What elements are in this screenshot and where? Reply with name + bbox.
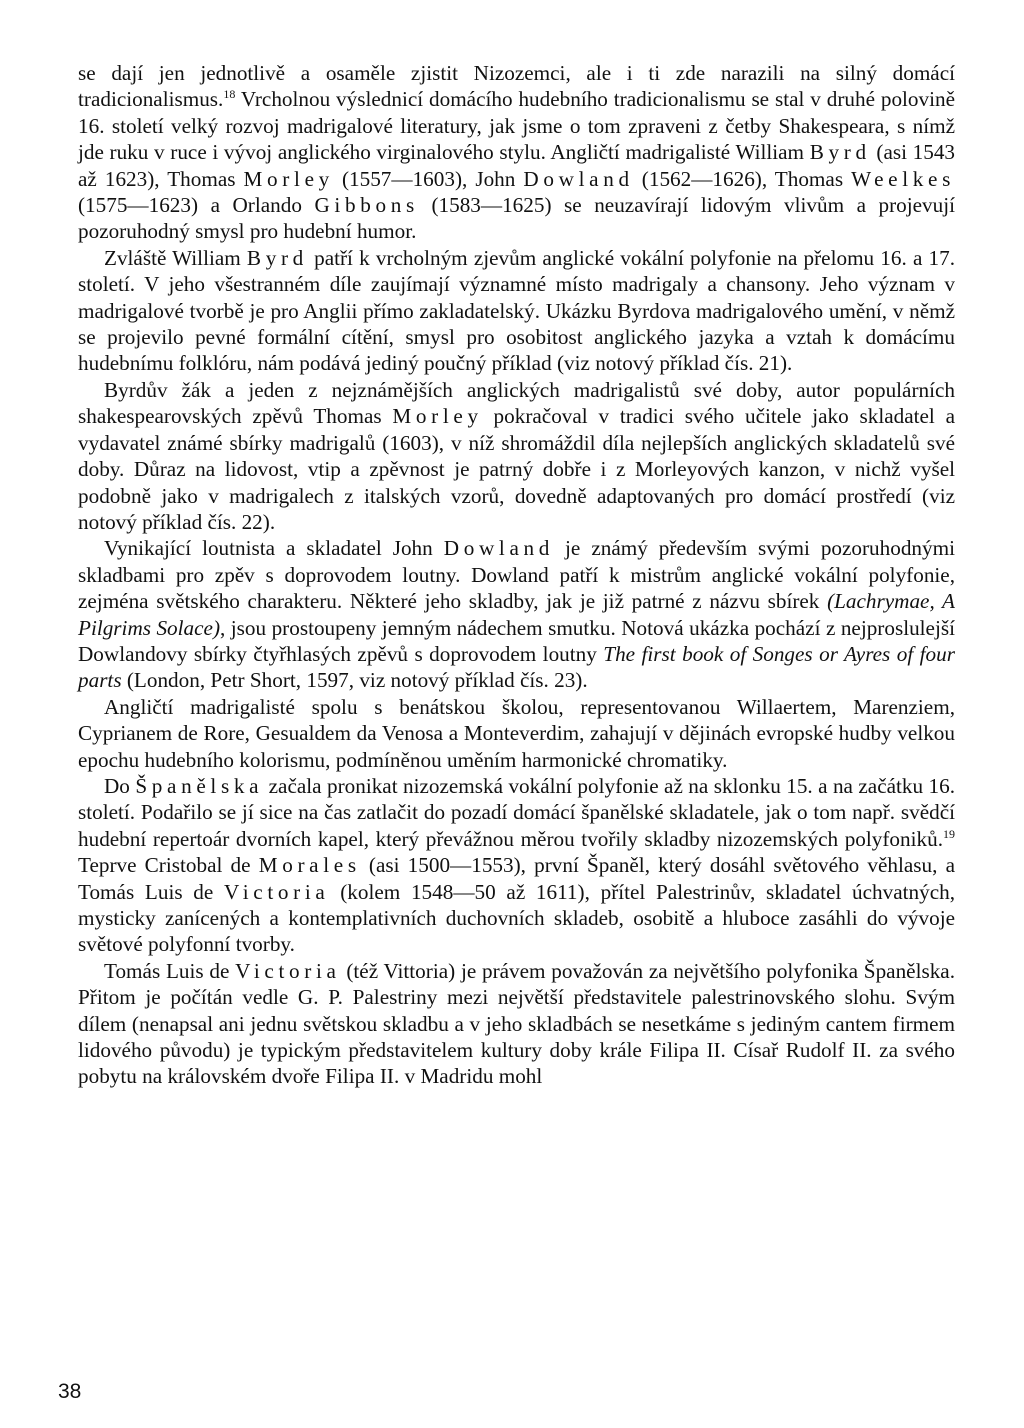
paragraph-1 (78, 60, 955, 245)
page-text (78, 60, 955, 1090)
p6-text-4: (asi 1500—1553), první Španěl, který dosáhl světového věhlasu, a Tomás Luis de (78, 853, 955, 904)
paragraph-7 (78, 958, 955, 1090)
p2-text-2: patří k vrcholným zjevům anglické vokální polyfonie na přelomu 16. a 17. století. V jeho všestranném díle zaujímají významné místo madrigaly a chansony. Jeho význam v madrigalové tvorbě je pro Anglii přímo zakladatelský. Ukázku Byrdova madrigalového umění, v němž se projevilo pevné formální cítění, smysl pro osobitost anglického jazyka a vztah k domácímu hudebnímu folklóru, nám podává jediný poučný příklad (viz notový příklad čís. 21). (78, 245, 956, 376)
p6-text-5: (kolem 1548—50 až 1611), přítel Palestrinův, skladatel úchvatných, mysticky zanícených a kontemplativních duchovních skladeb, osobitě a hluboce zasáhli do vývoje světové polyfonní tvorby. (78, 879, 955, 957)
collection-titles: (Lachrymae, A Pilgrims Solace) (78, 589, 955, 640)
p5-text-1: Angličtí madrigalisté spolu s benátskou školou, representovanou Willaertem, Marenziem, Cyprianem de Rore, Gesualdem da Venosa a Monteverdim, zahajují v dějinách evropské hudby velkou epochu hudebního kolorismu, podmíněnou uměním harmonické chromatiky. (78, 694, 955, 772)
name-victoria: Victoria (224, 879, 330, 904)
p1-text-4: (1557—1603), John (333, 166, 524, 191)
p1-text-2: Vrcholnou výslednicí domácího hudebního tradicionalismu se stal v druhé polovině 16. století velký rozvoj madrigalové literatury, jak jsme o tom zpraveni z četby Shakespeara, s nímž jde ruku v ruce i vývoj anglického virginalového stylu. Angličtí madrigalisté William (78, 87, 955, 165)
p3-text-2: pokračoval v tradici svého učitele jako skladatel a vydavatel známé sbírky madrigalů (1603), v níž shromáždil díla nejlepších anglických skladatelů své doby. Důraz na lidovost, vtip a zpěvnost je patrný dobře i z Morleyových kanzon, v nichž vyšel podobně jako v madrigalech z italských vzorů, dovedně adaptovaných pro domácí prostředí (viz notový příklad čís. 22). (78, 404, 956, 534)
p1-text-5: (1562—1626), Thomas (633, 166, 852, 191)
name-victoria: Victoria (235, 958, 341, 983)
name-weelkes: Weelkes (851, 166, 955, 191)
paragraph-6 (78, 773, 955, 958)
p4-text-1: Vynikající loutnista a skladatel John (104, 536, 444, 561)
p4-text-4: (London, Petr Short, 1597, viz notový příklad čís. 23). (121, 668, 588, 693)
p4-text-2: je známý především svými pozoruhodnými skladbami pro zpěv s doprovodem loutny. Dowland patří k mistrům anglické vokální polyfonie, zejména světského charakteru. Některé jeho skladby, jak je již patrné z názvu sbírek (78, 536, 955, 614)
p7-text-1: Tomás Luis de (104, 958, 236, 983)
footnote-ref-19: 19 (943, 826, 955, 841)
p1-text-6: (1575—1623) a Orlando (78, 193, 315, 218)
name-byrd: Byrd (809, 140, 871, 165)
p4-text-3: , jsou prostoupeny jemným nádechem smutku. Notová ukázka pochází z nejproslulejší Dowlandovy sbírky čtyřhlasých zpěvů s doprovodem loutny (78, 615, 955, 666)
name-spanelska: Španělska (135, 773, 264, 798)
paragraph-5 (78, 694, 955, 773)
name-dowland: Dowland (523, 166, 634, 191)
page-number: 38 (58, 1380, 82, 1403)
p1-text-7: (1583—1625) se neuzavírají lidovým vlivům a projevují pozoruhodný smysl pro hudební humor. (78, 193, 955, 244)
paragraph-2 (78, 245, 955, 377)
book-title: The first book of Songes or Ayres of four parts (78, 641, 955, 693)
p3-text-1: Byrdův žák a jeden z nejznámějších anglických madrigalistů své doby, autor populárních shakespearovských zpěvů Thomas (78, 377, 955, 429)
p6-text-2: začala pronikat nizozemská vokální polyfonie až na sklonku 15. a na začátku 16. století. Podařilo se jí sice na čas zatlačit do pozadí domácí španělské skladatele, jak o tom např. svědčí hudební repertoár dvorních kapel, který převážnou měrou tvořily skladby nizozemských polyfoniků. (78, 773, 955, 851)
paragraph-3 (78, 377, 955, 535)
name-morley: Morley (392, 404, 483, 429)
paragraph-4 (78, 535, 955, 693)
p1-text-1: se dají jen jednotlivě a osaměle zjistit Nizozemci, ale i ti zde narazili na silný domácí tradicionalismus. (78, 61, 955, 112)
name-morales: Morales (258, 853, 361, 878)
footnote-ref-18: 18 (223, 87, 236, 102)
name-byrd: Byrd (246, 245, 308, 270)
name-dowland: Dowland (443, 536, 555, 561)
p2-text-1: Zvláště William (104, 245, 247, 270)
name-gibbons: Gibbons (314, 193, 419, 218)
p6-text-3: Teprve Cristobal de (78, 853, 259, 878)
p7-text-2: (též Vittoria) je právem považován za největšího polyfonika Španělska. Přitom je počítán vedle G. P. Palestriny mezi největší představitele palestrinovského slohu. Svým dílem (nenapsal ani jednu světskou skladbu a v jeho skladbách se nesetkáme s jediným cantem firmem lidového původu) je typickým představitelem kultury doby krále Filipa II. Císař Rudolf II. za svého pobytu na královském dvoře Filipa II. v Madridu mohl (78, 958, 955, 1089)
name-morley: Morley (243, 166, 334, 191)
p6-text-1: Do (104, 773, 136, 798)
p1-text-3: (asi 1543 až 1623), Thomas (78, 140, 956, 191)
